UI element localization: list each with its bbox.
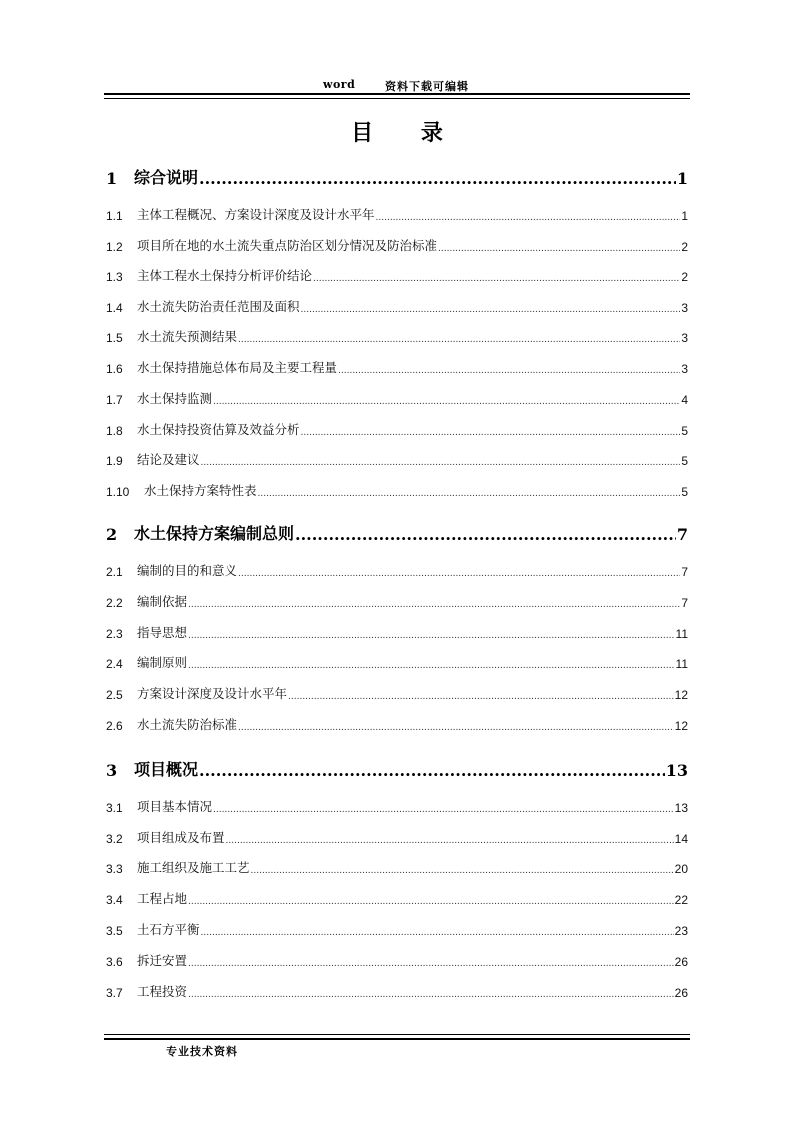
toc-dot-leader (288, 692, 674, 702)
toc-entry-label: 结论及建议 (137, 452, 200, 467)
toc-entry-number: 3.5 (106, 924, 123, 938)
toc-dot-leader (238, 335, 680, 345)
toc-entry-label: 水土保持方案编制总则 (134, 524, 295, 543)
toc-entry-page-number: 7 (676, 525, 688, 544)
toc-section-entry[interactable] (106, 891, 688, 907)
toc-entry-label: 水土保持监测 (137, 391, 213, 406)
toc-section-entry[interactable] (106, 655, 688, 671)
toc-entry-label: 土石方平衡 (137, 922, 200, 937)
toc-dot-leader (201, 928, 674, 938)
toc-entry-number: 1.4 (106, 301, 123, 315)
toc-entry-label: 水土保持措施总体布局及主要工程量 (137, 360, 338, 375)
toc-entry-page-number: 26 (674, 955, 688, 969)
toc-section-entry[interactable] (106, 717, 688, 733)
toc-dot-leader (188, 631, 675, 641)
toc-entry-label: 编制的目的和意义 (137, 563, 238, 578)
toc-entry-label: 工程占地 (137, 891, 188, 906)
toc-dot-leader (238, 723, 674, 733)
toc-dot-leader (295, 525, 676, 544)
toc-entry-page-number: 14 (674, 832, 688, 846)
toc-entry-label: 编制原则 (137, 655, 188, 670)
toc-entry-page-number: 22 (674, 893, 688, 907)
toc-entry-number: 1.2 (106, 240, 123, 254)
toc-entry-number: 1.7 (106, 393, 123, 407)
toc-entry-number: 3.7 (106, 986, 123, 1000)
header-rule-thin (104, 98, 690, 99)
toc-entry-label: 水土流失防治责任范围及面积 (137, 299, 300, 314)
toc-entry-number: 1.1 (106, 209, 123, 223)
toc-entry-label: 水土流失防治标准 (137, 717, 238, 732)
toc-dot-leader (199, 169, 676, 188)
toc-section-entry[interactable] (106, 329, 688, 345)
toc-entry-number: 2.1 (106, 565, 123, 579)
toc-entry-page-number: 3 (681, 362, 688, 376)
toc-entry-number: 2.6 (106, 719, 123, 733)
toc-entry-page-number: 7 (681, 565, 688, 579)
toc-dot-leader (188, 990, 674, 1000)
toc-section-entry[interactable] (106, 452, 688, 468)
toc-entry-label: 方案设计深度及设计水平年 (137, 686, 288, 701)
toc-entry-page-number: 5 (681, 424, 688, 438)
toc-section-entry[interactable] (106, 860, 688, 876)
toc-chapter-entry[interactable] (106, 758, 688, 780)
toc-section-entry[interactable] (106, 360, 688, 376)
toc-entry-label: 项目组成及布置 (137, 830, 225, 845)
toc-entry-number: 2.2 (106, 596, 123, 610)
toc-entry-number: 1.3 (106, 270, 123, 284)
toc-entry-number: 3.4 (106, 893, 123, 907)
toc-section-entry[interactable] (106, 238, 688, 254)
toc-section-entry[interactable] (106, 984, 688, 1000)
toc-section-entry[interactable] (106, 563, 688, 579)
toc-section-entry[interactable] (106, 922, 688, 938)
toc-section-entry[interactable] (106, 268, 688, 284)
toc-dot-leader (338, 366, 680, 376)
toc-entry-number: 1.5 (106, 331, 123, 345)
toc-entry-label: 综合说明 (134, 168, 199, 187)
toc-section-entry[interactable] (106, 422, 688, 438)
toc-dot-leader (376, 213, 681, 223)
toc-dot-leader (301, 305, 681, 315)
toc-section-entry[interactable] (106, 594, 688, 610)
toc-entry-page-number: 11 (675, 657, 688, 671)
toc-dot-leader (199, 761, 665, 780)
toc-entry-page-number: 13 (674, 801, 688, 815)
toc-entry-page-number: 5 (681, 485, 688, 499)
toc-entry-number: 2.5 (106, 688, 123, 702)
toc-section-entry[interactable] (106, 953, 688, 969)
toc-entry-page-number: 23 (674, 924, 688, 938)
toc-entry-label: 编制依据 (137, 594, 188, 609)
toc-section-entry[interactable] (106, 625, 688, 641)
toc-entry-number: 1.9 (106, 454, 123, 468)
footer-rule-thin (104, 1034, 690, 1035)
toc-entry-label: 主体工程水土保持分析评价结论 (137, 268, 313, 283)
toc-entry-page-number: 12 (674, 719, 688, 733)
toc-entry-page-number: 3 (681, 331, 688, 345)
toc-entry-number: 2.4 (106, 657, 123, 671)
header-editable-note: 资料下载可编辑 (385, 80, 469, 93)
toc-dot-leader (313, 274, 680, 284)
toc-entry-number: 1.10 (106, 485, 130, 499)
toc-dot-leader (213, 805, 674, 815)
toc-dot-leader (258, 489, 681, 499)
toc-section-entry[interactable] (106, 391, 688, 407)
toc-entry-number: 3 (106, 761, 118, 780)
toc-entry-page-number: 2 (681, 240, 688, 254)
toc-entry-page-number: 11 (675, 627, 688, 641)
toc-dot-leader (238, 569, 680, 579)
toc-dot-leader (213, 397, 680, 407)
toc-entry-label: 施工组织及施工工艺 (137, 860, 250, 875)
toc-entry-page-number: 2 (681, 270, 688, 284)
toc-chapter-entry[interactable] (106, 522, 688, 544)
toc-entry-label: 水土流失预测结果 (137, 329, 238, 344)
toc-section-entry[interactable] (106, 830, 688, 846)
toc-entry-label: 项目概况 (134, 760, 199, 779)
toc-chapter-entry[interactable] (106, 166, 688, 188)
toc-entry-number: 3.2 (106, 832, 123, 846)
toc-entry-label: 水土保持方案特性表 (144, 483, 257, 498)
toc-entry-label: 项目所在地的水土流失重点防治区划分情况及防治标准 (137, 238, 438, 253)
toc-dot-leader (188, 897, 674, 907)
toc-entry-page-number: 20 (674, 862, 688, 876)
toc-entry-number: 2 (106, 525, 118, 544)
toc-dot-leader (188, 600, 680, 610)
toc-entry-number: 2.3 (106, 627, 123, 641)
toc-dot-leader (301, 428, 681, 438)
toc-entry-page-number: 1 (681, 209, 688, 223)
toc-dot-leader (201, 458, 681, 468)
toc-entry-page-number: 5 (681, 454, 688, 468)
toc-entry-label: 项目基本情况 (137, 799, 213, 814)
toc-entry-number: 1.8 (106, 424, 123, 438)
toc-entry-label: 工程投资 (137, 984, 188, 999)
toc-dot-leader (188, 661, 675, 671)
toc-entry-label: 主体工程概况、方案设计深度及设计水平年 (137, 207, 375, 222)
page-title: 目 录 (351, 120, 463, 146)
toc-entry-label: 水土保持投资估算及效益分析 (137, 422, 300, 437)
toc-entry-number: 1.6 (106, 362, 123, 376)
header-rule-thick (104, 93, 690, 95)
toc-entry-label: 拆迁安置 (137, 953, 188, 968)
footer-rule-thick (104, 1038, 690, 1040)
toc-section-entry[interactable] (106, 207, 688, 223)
header-word-label: word (323, 78, 356, 91)
toc-entry-label: 指导思想 (137, 625, 188, 640)
toc-entry-number: 3.3 (106, 862, 123, 876)
toc-entry-number: 1 (106, 169, 118, 188)
toc-entry-page-number: 1 (676, 169, 688, 188)
toc-dot-leader (438, 244, 680, 254)
toc-section-entry[interactable] (106, 686, 688, 702)
toc-entry-number: 3.6 (106, 955, 123, 969)
toc-dot-leader (188, 959, 674, 969)
toc-entry-page-number: 3 (681, 301, 688, 315)
toc-entry-page-number: 7 (681, 596, 688, 610)
toc-section-entry[interactable] (106, 799, 688, 815)
toc-entry-number: 3.1 (106, 801, 123, 815)
toc-entry-page-number: 13 (665, 761, 688, 780)
toc-dot-leader (226, 836, 674, 846)
toc-dot-leader (251, 866, 674, 876)
toc-entry-page-number: 4 (681, 393, 688, 407)
toc-section-entry[interactable] (106, 483, 688, 499)
toc-entry-page-number: 26 (674, 986, 688, 1000)
toc-entry-page-number: 12 (674, 688, 688, 702)
page-footer: 专业技术资料 (166, 1045, 238, 1058)
toc-section-entry[interactable] (106, 299, 688, 315)
